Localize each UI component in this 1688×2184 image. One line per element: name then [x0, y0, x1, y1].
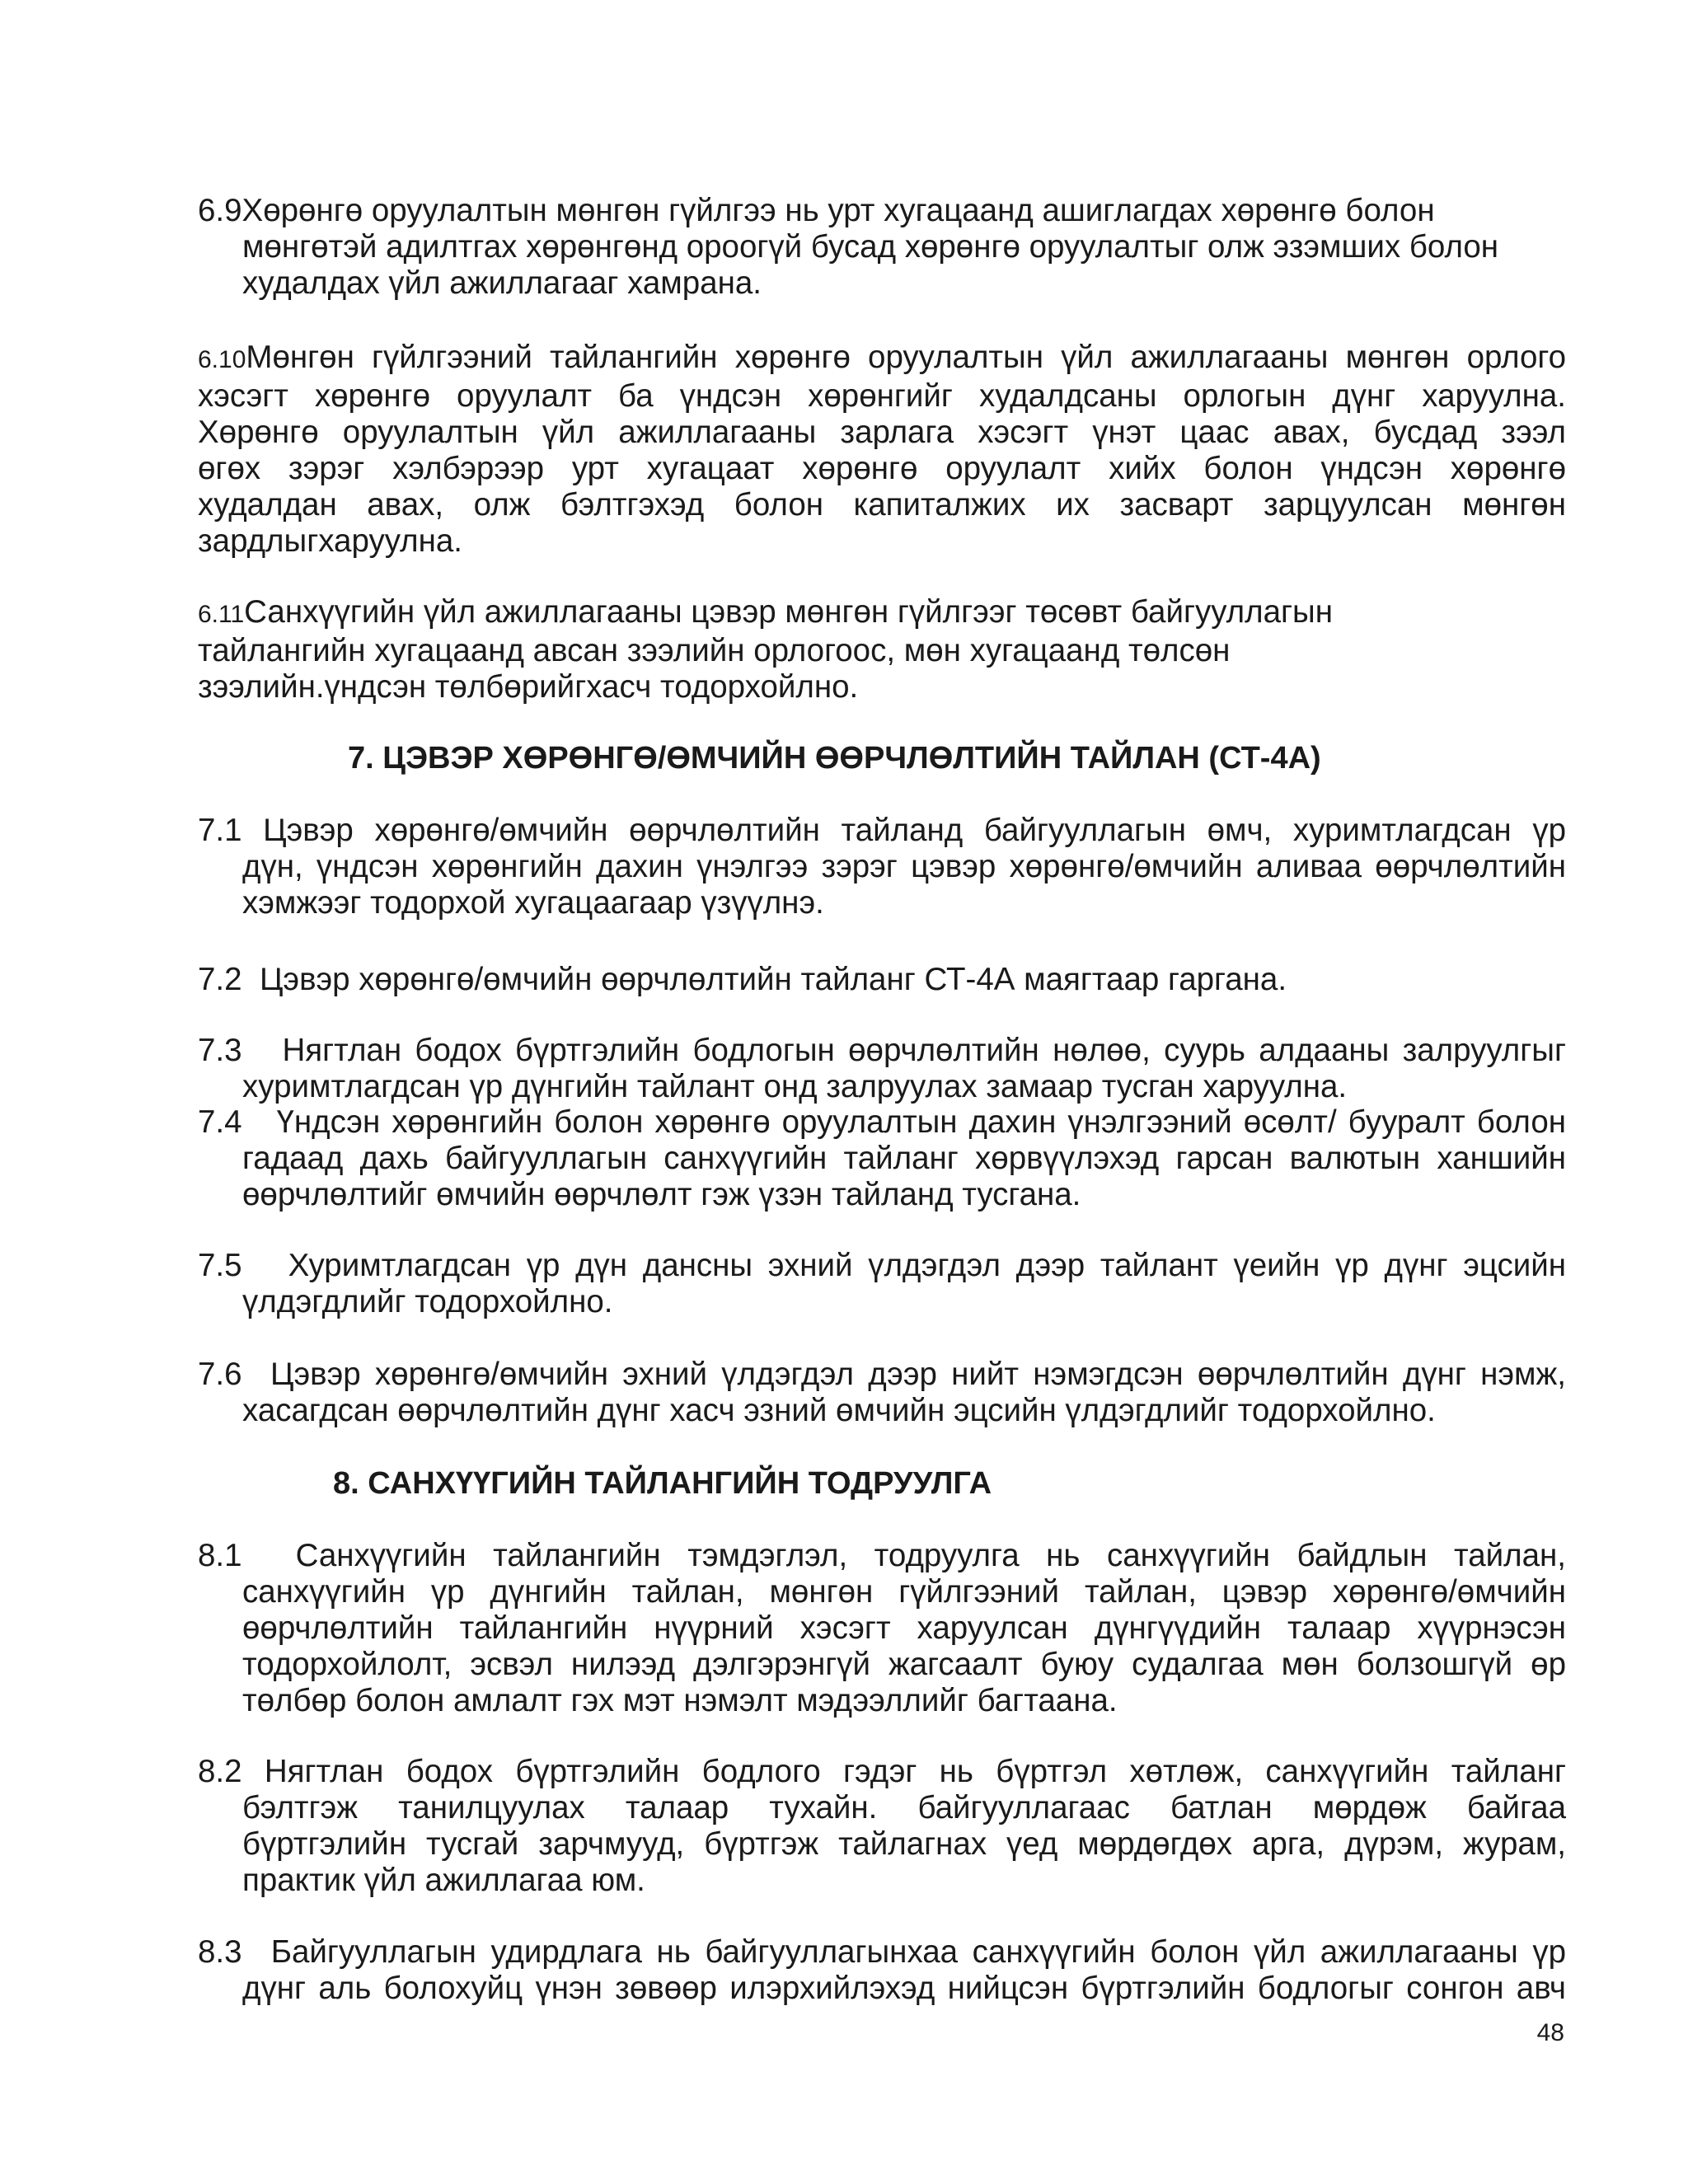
paragraph-line: үлдэгдлийг тодорхойлно. [242, 1284, 613, 1319]
paragraph-line: Хөрөнгө оруулалтын мөнгөн гүйлгээ нь урт хугацаанд ашиглагдах хөрөнгө болон [241, 193, 1435, 228]
paragraph-7-4 [198, 1104, 1566, 1213]
paragraph-line: Санхүүгийн үйл ажиллагааны цэвэр мөнгөн гүйлгээг төсөвт байгууллагын [244, 594, 1333, 630]
paragraph-number: 7.1 [198, 813, 242, 848]
paragraph-7-3 [198, 1033, 1566, 1105]
paragraph-number: 8.3 [198, 1934, 242, 1970]
paragraph-line: өгөх зэрэг хэлбэрээр урт хугацаат хөрөнгө оруулалт хийх болон үндсэн хөрөнгө [198, 451, 1566, 486]
paragraph-line: тодорхойлолт, эсвэл нилээд дэлгэрэнгүй жагсаалт буюу судалгаа мөн болзошгүй өр [242, 1647, 1566, 1682]
paragraph-line: өөрчлөлтийн тайлангийн нүүрний хэсэгт харуулсан дүнгүүдийн талаар хүүрнэсэн [242, 1610, 1566, 1646]
paragraph-line: дүн, үндсэн хөрөнгийн дахин үнэлгээ зэрэг цэвэр хөрөнгө/өмчийн аливаа өөрчлөлтийн [242, 849, 1566, 884]
paragraph-number: 7.5 [198, 1248, 242, 1283]
paragraph-line: мөнгөтэй адилтгах хөрөнгөнд ороогүй бусад хөрөнгө оруулалтыг олж эзэмших болон [242, 229, 1499, 265]
paragraph-line: хэсэгт хөрөнгө оруулалт ба үндсэн хөрөнгийг худалдсаны орлогын дүнг харуулна. [198, 378, 1566, 414]
paragraph-number: 8.1 [198, 1538, 242, 1573]
paragraph-line: зардлыгхаруулна. [198, 523, 462, 559]
paragraph-7-5 [198, 1248, 1566, 1320]
paragraph-6-11 [198, 594, 1566, 705]
paragraph-line: бүртгэлийн тусгай зарчмууд, бүртгэж тайлагнах үед мөрдөгдөх арга, дүрэм, журам, [242, 1826, 1566, 1862]
paragraph-line: дүнг аль болохуйц үнэн зөвөөр илэрхийлэхэд нийцсэн бүртгэлийн бодлогыг сонгон авч [242, 1971, 1566, 2006]
paragraph-number: 6.10 [198, 346, 246, 373]
page-number: 48 [1536, 2019, 1564, 2046]
paragraph-number: 6.11 [198, 601, 245, 628]
paragraph-line: Хуримтлагдсан үр дүн дансны эхний үлдэгдэл дээр тайлант үеийн үр дүнг эцсийн [288, 1248, 1566, 1283]
paragraph-line: хасагдсан өөрчлөлтийн дүнг хасч эзний өмчийн эцсийн үлдэгдлийг тодорхойлно. [242, 1393, 1436, 1428]
paragraph-line: хэмжээг тодорхой хугацаагаар үзүүлнэ. [242, 885, 824, 921]
section-heading-8: 8. САНХҮҮГИЙН ТАЙЛАНГИЙН ТОДРУУЛГА [333, 1466, 992, 1501]
paragraph-6-10 [198, 340, 1566, 560]
paragraph-line: Санхүүгийн тайлангийн тэмдэглэл, тодруулга нь санхүүгийн байдлын тайлан, [295, 1538, 1566, 1573]
paragraph-line: өөрчлөлтийг өмчийн өөрчлөлт гэж үзэн тайланд тусгана. [242, 1177, 1081, 1212]
paragraph-line: бэлтгэж танилцуулах талаар тухайн. байгууллагаас батлан мөрдөж байгаа [242, 1790, 1566, 1825]
paragraph-number: 7.2 [198, 962, 242, 997]
paragraph-6-9 [198, 193, 1566, 302]
paragraph-number: 7.3 [198, 1033, 242, 1068]
paragraph-8-1 [198, 1538, 1566, 1719]
paragraph-number: 7.6 [198, 1357, 242, 1392]
paragraph-line: Үндсэн хөрөнгийн болон хөрөнгө оруулалтын дахин үнэлгээний өсөлт/ бууралт болон [276, 1104, 1566, 1140]
paragraph-line: Цэвэр хөрөнгө/өмчийн эхний үлдэгдэл дээр нийт нэмэгдсэн өөрчлөлтийн дүнг нэмж, [270, 1357, 1566, 1392]
paragraph-line: Цэвэр хөрөнгө/өмчийн өөрчлөлтийн тайланг СТ-4А маягтаар гаргана. [259, 962, 1287, 997]
paragraph-line: Нягтлан бодох бүртгэлийн бодлого гэдэг нь бүртгэл хөтлөж, санхүүгийн тайланг [264, 1754, 1566, 1789]
paragraph-line: Нягтлан бодох бүртгэлийн бодлогын өөрчлөлтийн нөлөө, суурь алдааны залруулгыг [282, 1033, 1567, 1068]
paragraph-number: 6.9 [198, 193, 242, 228]
paragraph-line: төлбөр болон амлалт гэх мэт нэмэлт мэдээллийг багтаана. [242, 1683, 1118, 1718]
paragraph-8-3 [198, 1934, 1566, 2007]
paragraph-line: худалдан авах, олж бэлтгэхэд болон капиталжих их засварт зарцуулсан мөнгөн [198, 487, 1566, 523]
paragraph-7-6 [198, 1357, 1566, 1429]
paragraph-line: Хөрөнгө оруулалтын үйл ажиллагааны зарлага хэсэгт үнэт цаас авах, бусдад зээл [198, 415, 1566, 450]
paragraph-line: Байгууллагын удирдлага нь байгууллагынхаа санхүүгийн болон үйл ажиллагааны үр [270, 1934, 1566, 1970]
paragraph-8-2 [198, 1754, 1566, 1899]
paragraph-line: зээлийн.үндсэн төлбөрийгхасч тодорхойлно. [198, 669, 859, 705]
paragraph-7-2 [198, 962, 1566, 998]
section-heading-7: 7. ЦЭВЭР ХӨРӨНГӨ/ӨМЧИЙН ӨӨРЧЛӨЛТИЙН ТАЙЛАН (СТ-4А) [348, 741, 1321, 776]
paragraph-line: Мөнгөн гүйлгээний тайлангийн хөрөнгө оруулалтын үйл ажиллагааны мөнгөн орлого [246, 340, 1566, 375]
paragraph-number: 7.4 [198, 1104, 242, 1140]
paragraph-line: гадаад дахь байгууллагын санхүүгийн тайланг хөрвүүлэхэд гарсан валютын ханшийн [242, 1141, 1566, 1176]
paragraph-line: Цэвэр хөрөнгө/өмчийн өөрчлөлтийн тайланд байгууллагын өмч, хуримтлагдсан үр [263, 813, 1566, 848]
paragraph-7-1 [198, 813, 1566, 921]
paragraph-line: худалдах үйл ажиллагааг хамрана. [242, 265, 762, 301]
paragraph-line: хуримтлагдсан үр дүнгийн тайлант онд залруулах замаар тусган харуулна. [242, 1069, 1348, 1104]
paragraph-line: санхүүгийн үр дүнгийн тайлан, мөнгөн гүйлгээний тайлан, цэвэр хөрөнгө/өмчийн [242, 1574, 1566, 1610]
paragraph-line: тайлангийн хугацаанд авсан зээлийн орлогоос, мөн хугацаанд төлсөн [198, 633, 1231, 668]
paragraph-number: 8.2 [198, 1754, 242, 1789]
paragraph-line: практик үйл ажиллагаа юм. [242, 1863, 645, 1898]
